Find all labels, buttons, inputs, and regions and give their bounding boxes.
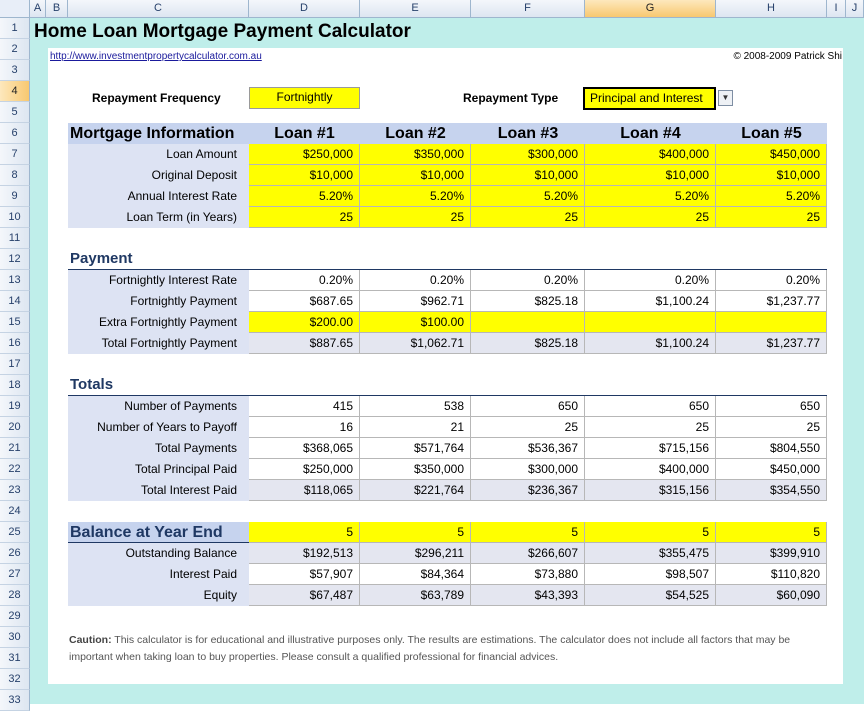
row-header-14[interactable]: 14 (0, 291, 30, 312)
chevron-down-icon[interactable]: ▼ (718, 90, 733, 106)
value-cell: $221,764 (360, 480, 471, 501)
value-cell: $266,607 (471, 543, 585, 564)
value-cell: 0.20% (471, 270, 585, 291)
value-cell: $250,000 (249, 459, 360, 480)
loan-column-header: Loan #3 (497, 125, 559, 142)
value-cell: $300,000 (471, 459, 585, 480)
row-label: Total Payments (68, 438, 249, 459)
loan-column-header: Loan #5 (741, 125, 802, 142)
row-label: Outstanding Balance (68, 543, 249, 564)
value-cell: $118,065 (249, 480, 360, 501)
value-cell: $98,507 (585, 564, 716, 585)
value-cell: $1,100.24 (585, 291, 716, 312)
value-cell: 21 (360, 417, 471, 438)
value-cell: $450,000 (716, 459, 827, 480)
value-cell: $687.65 (249, 291, 360, 312)
payment-heading: Payment (70, 250, 133, 267)
row-label: Total Fortnightly Payment (68, 333, 249, 354)
repayment-frequency-label: Repayment Frequency (92, 91, 221, 105)
row-header-1[interactable]: 1 (0, 18, 30, 39)
value-cell: $399,910 (716, 543, 827, 564)
value-cell: $236,367 (471, 480, 585, 501)
value-cell: $67,487 (249, 585, 360, 606)
value-cell[interactable]: 5.20% (471, 186, 585, 207)
row-header-7[interactable]: 7 (0, 144, 30, 165)
column-header-i[interactable]: I (827, 0, 846, 18)
value-cell: $354,550 (716, 480, 827, 501)
value-cell: $60,090 (716, 585, 827, 606)
value-cell: $715,156 (585, 438, 716, 459)
row-header-26[interactable]: 26 (0, 543, 30, 564)
value-cell: 0.20% (585, 270, 716, 291)
value-cell: $43,393 (471, 585, 585, 606)
row-header-17[interactable]: 17 (0, 354, 30, 375)
value-cell: 415 (249, 396, 360, 417)
row-header-20[interactable]: 20 (0, 417, 30, 438)
value-cell[interactable]: 25 (471, 207, 585, 228)
value-cell: 650 (585, 396, 716, 417)
value-cell: $1,062.71 (360, 333, 471, 354)
value-cell: $825.18 (471, 291, 585, 312)
value-cell[interactable]: $300,000 (471, 144, 585, 165)
value-cell: 25 (716, 417, 827, 438)
row-label: Fortnightly Interest Rate (68, 270, 249, 291)
value-cell: $57,907 (249, 564, 360, 585)
row-header-15[interactable]: 15 (0, 312, 30, 333)
copyright-text: © 2008-2009 Patrick Shi (733, 51, 842, 62)
value-cell: $400,000 (585, 459, 716, 480)
column-header-g[interactable]: G (585, 0, 716, 18)
column-header-h[interactable]: H (716, 0, 827, 18)
value-cell: $1,100.24 (585, 333, 716, 354)
row-header-22[interactable]: 22 (0, 459, 30, 480)
caution-label: Caution: (69, 634, 112, 646)
loan-column-header: Loan #2 (385, 125, 446, 142)
value-cell[interactable]: $250,000 (249, 144, 360, 165)
column-header-c[interactable]: C (68, 0, 249, 18)
value-cell: $73,880 (471, 564, 585, 585)
balance-year-cell[interactable]: 5 (360, 522, 471, 543)
row-label: Equity (68, 585, 249, 606)
value-cell: $1,237.77 (716, 333, 827, 354)
value-cell[interactable] (716, 312, 827, 333)
value-cell[interactable]: 5.20% (585, 186, 716, 207)
value-cell[interactable]: $400,000 (585, 144, 716, 165)
value-cell[interactable]: 25 (249, 207, 360, 228)
row-header-13[interactable]: 13 (0, 270, 30, 291)
value-cell[interactable]: $100.00 (360, 312, 471, 333)
balance-year-cell[interactable]: 5 (249, 522, 360, 543)
column-header-e[interactable]: E (360, 0, 471, 18)
repayment-type-select[interactable]: Principal and Interest (583, 87, 716, 110)
select-all-corner[interactable] (0, 0, 30, 18)
value-cell: 16 (249, 417, 360, 438)
balance-year-cell[interactable]: 5 (471, 522, 585, 543)
balance-year-cell[interactable]: 5 (585, 522, 716, 543)
caution-text: This calculator is for educational and illustrative purposes only. The results are estimations. The calculator does not include all factors that may be important when taking loan to buy properties. Please consult a qualified professional for financial advices. (69, 634, 791, 663)
value-cell: 0.20% (716, 270, 827, 291)
row-header-11[interactable]: 11 (0, 228, 30, 249)
value-cell[interactable] (471, 312, 585, 333)
value-cell[interactable]: 5.20% (249, 186, 360, 207)
row-header-4[interactable]: 4 (0, 81, 30, 102)
column-header-j[interactable]: J (846, 0, 864, 18)
row-header-10[interactable]: 10 (0, 207, 30, 228)
value-cell: $1,237.77 (716, 291, 827, 312)
value-cell: $536,367 (471, 438, 585, 459)
row-header-3[interactable]: 3 (0, 60, 30, 81)
row-header-8[interactable]: 8 (0, 165, 30, 186)
value-cell: $355,475 (585, 543, 716, 564)
column-header-d[interactable]: D (249, 0, 360, 18)
row-header-9[interactable]: 9 (0, 186, 30, 207)
value-cell: $63,789 (360, 585, 471, 606)
row-header-23[interactable]: 23 (0, 480, 30, 501)
row-label: Total Principal Paid (68, 459, 249, 480)
page-title: Home Loan Mortgage Payment Calculator (34, 21, 411, 42)
value-cell: $571,764 (360, 438, 471, 459)
value-cell: $962.71 (360, 291, 471, 312)
value-cell: 538 (360, 396, 471, 417)
repayment-frequency-cell[interactable]: Fortnightly (249, 87, 360, 109)
row-header-33[interactable]: 33 (0, 690, 30, 711)
value-cell: 0.20% (360, 270, 471, 291)
totals-heading: Totals (70, 376, 114, 393)
row-label: Fortnightly Payment (68, 291, 249, 312)
row-header-2[interactable]: 2 (0, 39, 30, 60)
row-label: Loan Amount (68, 144, 249, 165)
value-cell: $350,000 (360, 459, 471, 480)
balance-heading: Balance at Year End (70, 524, 223, 541)
value-cell: $315,156 (585, 480, 716, 501)
row-header-18[interactable]: 18 (0, 375, 30, 396)
value-cell: $804,550 (716, 438, 827, 459)
repayment-type-label: Repayment Type (463, 91, 559, 105)
value-cell: 650 (716, 396, 827, 417)
balance-year-cell[interactable]: 5 (716, 522, 827, 543)
value-cell: $110,820 (716, 564, 827, 585)
value-cell[interactable]: $10,000 (585, 165, 716, 186)
value-cell[interactable]: 25 (716, 207, 827, 228)
value-cell: $887.65 (249, 333, 360, 354)
value-cell: $84,364 (360, 564, 471, 585)
row-header-27[interactable]: 27 (0, 564, 30, 585)
website-link[interactable]: http://www.investmentpropertycalculator.com.au (50, 51, 262, 62)
row-label: Loan Term (in Years) (68, 207, 249, 228)
row-header-32[interactable]: 32 (0, 669, 30, 690)
row-label: Number of Payments (68, 396, 249, 417)
value-cell[interactable]: $10,000 (360, 165, 471, 186)
value-cell[interactable]: $200.00 (249, 312, 360, 333)
column-header-a[interactable]: A (30, 0, 46, 18)
row-label: Number of Years to Payoff (68, 417, 249, 438)
column-header-b[interactable]: B (46, 0, 68, 18)
row-label: Interest Paid (68, 564, 249, 585)
column-header-f[interactable]: F (471, 0, 585, 18)
row-header-30[interactable]: 30 (0, 627, 30, 648)
value-cell[interactable]: $350,000 (360, 144, 471, 165)
caution-note (69, 632, 829, 666)
loan-column-header: Loan #4 (620, 125, 681, 142)
loan-column-header: Loan #1 (274, 125, 335, 142)
row-header-29[interactable]: 29 (0, 606, 30, 627)
value-cell: $296,211 (360, 543, 471, 564)
value-cell: 650 (471, 396, 585, 417)
value-cell[interactable]: 25 (585, 207, 716, 228)
value-cell[interactable] (585, 312, 716, 333)
row-header-19[interactable]: 19 (0, 396, 30, 417)
value-cell[interactable]: $450,000 (716, 144, 827, 165)
value-cell: 25 (585, 417, 716, 438)
value-cell[interactable]: 5.20% (360, 186, 471, 207)
row-header-16[interactable]: 16 (0, 333, 30, 354)
row-header-25[interactable]: 25 (0, 522, 30, 543)
value-cell: $54,525 (585, 585, 716, 606)
value-cell: $368,065 (249, 438, 360, 459)
row-header-6[interactable]: 6 (0, 123, 30, 144)
mortgage-heading: Mortgage Information (70, 125, 235, 142)
row-header-31[interactable]: 31 (0, 648, 30, 669)
row-label: Original Deposit (68, 165, 249, 186)
value-cell[interactable]: 5.20% (716, 186, 827, 207)
value-cell: 25 (471, 417, 585, 438)
value-cell[interactable]: 25 (360, 207, 471, 228)
row-label: Annual Interest Rate (68, 186, 249, 207)
row-header-5[interactable]: 5 (0, 102, 30, 123)
value-cell: $192,513 (249, 543, 360, 564)
row-label: Extra Fortnightly Payment (68, 312, 249, 333)
row-header-28[interactable]: 28 (0, 585, 30, 606)
row-header-21[interactable]: 21 (0, 438, 30, 459)
value-cell: $825.18 (471, 333, 585, 354)
value-cell: 0.20% (249, 270, 360, 291)
value-cell[interactable]: $10,000 (249, 165, 360, 186)
row-header-24[interactable]: 24 (0, 501, 30, 522)
row-label: Total Interest Paid (68, 480, 249, 501)
row-header-12[interactable]: 12 (0, 249, 30, 270)
value-cell[interactable]: $10,000 (716, 165, 827, 186)
value-cell[interactable]: $10,000 (471, 165, 585, 186)
